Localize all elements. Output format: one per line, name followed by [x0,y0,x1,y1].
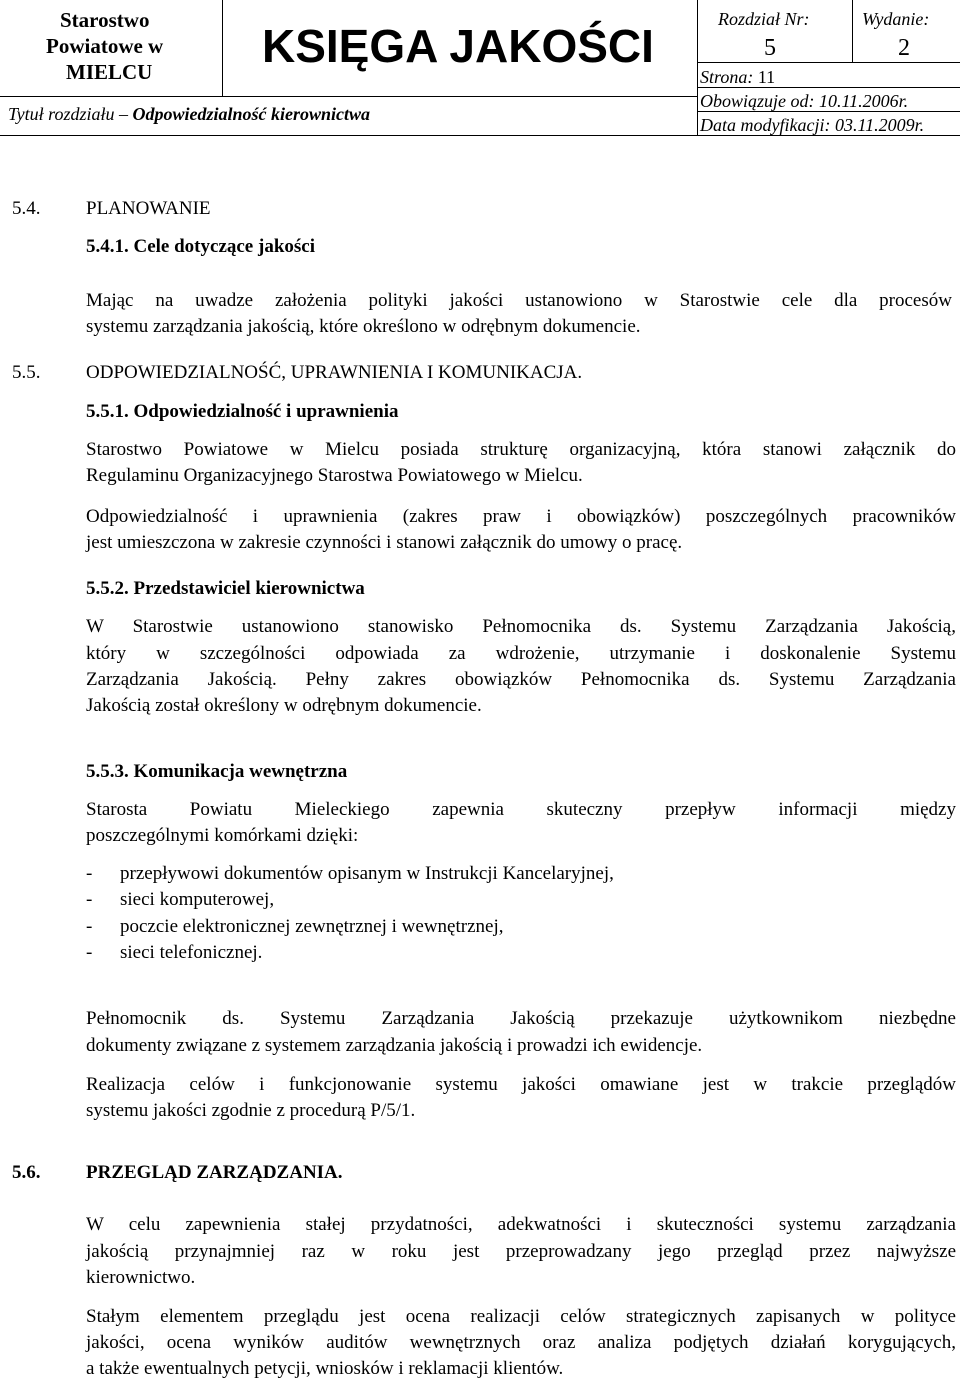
edition-label: Wydanie: [862,9,930,29]
paragraph-line: Pełnomocnik ds. Systemu Zarządzania Jakością przekazuje użytkownikom niezbędne [86,1008,956,1029]
section-title: PRZEGLĄD ZARZĄDZANIA. [86,1162,343,1183]
paragraph-line: jest umieszczona w zakresie czynności i stanowi załącznik do umowy o pracę. [86,532,683,553]
office-name-line2: Powiatowe w [46,34,164,58]
modified-date-row [700,114,924,136]
paragraph-line: Mając na uwadze założenia polityki jakości ustanowiono w Starostwie cele dla procesów [86,290,952,311]
bullet: - [86,889,93,910]
header-divider [222,0,223,96]
modified-label: Data modyfikacji: [700,115,831,135]
effective-label: Obowiązuje od: [700,91,815,111]
section-5-4-1-heading: 5.4.1. Cele dotyczące jakości [86,236,315,257]
paragraph-line: jakością przynajmniej raz w roku jest przeprowadzany jego przegląd przez najwyższe [86,1241,956,1262]
bullet: - [86,942,93,963]
section-title: PLANOWANIE [86,198,211,219]
paragraph-line: Jakością został określony w odrębnym dokumencie. [86,695,482,716]
section-5-6-heading [12,1160,343,1186]
section-number: 5.5. [12,362,41,383]
paragraph-line: systemu jakości zgodnie z procedurą P/5/1. [86,1100,416,1121]
list-item-text: sieci telefonicznej. [120,942,263,963]
chapter-title-label: Tytuł rozdziału – [8,104,133,124]
section-number: 5.6. [12,1162,41,1183]
chapter-title-row [8,103,370,125]
page-label: Strona: [700,67,754,87]
header-divider [0,96,697,97]
office-name-line1: Starostwo [60,8,150,32]
paragraph-line: Odpowiedzialność i uprawnienia (zakres praw i obowiązków) poszczególnych pracowników [86,506,956,527]
paragraph-line: Starostwo Powiatowe w Mielcu posiada strukturę organizacyjną, która stanowi załącznik do [86,439,956,460]
list-item-text: sieci komputerowej, [120,889,275,910]
effective-date-row [700,90,908,112]
page-number: 11 [757,67,776,87]
section-title: ODPOWIEDZIALNOŚĆ, UPRAWNIENIA I KOMUNIKACJA. [86,362,583,383]
paragraph-line: kierownictwo. [86,1267,196,1288]
paragraph-line: Zarządzania Jakością. Pełny zakres obowiązków Pełnomocnika ds. Systemu Zarządzania [86,669,956,690]
book-title: KSIĘGA JAKOŚCI [262,20,654,72]
paragraph-line: W celu zapewnienia stałej przydatności, adekwatności i skuteczności systemu zarządzania [86,1214,956,1235]
section-number: 5.4. [12,198,41,219]
chapter-number-label: Rozdział Nr: [718,9,810,29]
paragraph-line: dokumenty związane z systemem zarządzania jakością i prowadzi ich ewidencje. [86,1035,703,1056]
paragraph-line: Starosta Powiatu Mieleckiego zapewnia skuteczny przepływ informacji między [86,799,956,820]
bullet: - [86,863,93,884]
header-divider [697,62,960,63]
paragraph-line: W Starostwie ustanowiono stanowisko Pełnomocnika ds. Systemu Zarządzania Jakością, [86,616,956,637]
list-item-text: przepływowi dokumentów opisanym w Instrukcji Kancelaryjnej, [120,863,614,884]
paragraph-line: Stałym elementem przeglądu jest ocena realizacji celów strategicznych zapisanych w polityce [86,1306,956,1327]
list-item-text: poczcie elektronicznej zewnętrznej i wewnętrznej, [120,916,504,937]
list-item [86,940,263,966]
paragraph-line: jakości, ocena wyników auditów wewnętrznych oraz analiza podjętych działań korygujących, [86,1332,956,1353]
section-5-5-2-heading: 5.5.2. Przedstawiciel kierownictwa [86,578,365,599]
page-info [700,66,775,88]
section-5-5-1-heading: 5.5.1. Odpowiedzialność i uprawnienia [86,401,399,422]
header-divider [697,0,698,136]
header-divider [852,0,853,62]
section-5-5-3-heading: 5.5.3. Komunikacja wewnętrzna [86,761,348,782]
paragraph-line: Realizacja celów i funkcjonowanie systemu jakości omawiane jest w trakcie przeglądów [86,1074,956,1095]
paragraph-line: systemu zarządzania jakością, które określono w odrębnym dokumencie. [86,316,641,337]
section-5-4-heading [12,196,211,222]
paragraph-line: który w szczególności odpowiada za wdrożenie, utrzymanie i doskonalenie Systemu [86,643,956,664]
list-item [86,861,614,887]
list-item [86,914,504,940]
modified-date: 03.11.2009r. [834,115,925,135]
chapter-number: 5 [764,35,776,61]
edition-number: 2 [898,35,910,61]
paragraph-line: a także ewentualnych petycji, wniosków i reklamacji klientów. [86,1358,564,1379]
office-name-line3: MIELCU [66,60,153,84]
chapter-title: Odpowiedzialność kierownictwa [132,104,371,124]
document-header [0,0,960,136]
paragraph-line: Regulaminu Organizacyjnego Starostwa Powiatowego w Mielcu. [86,465,583,486]
list-item [86,887,275,913]
bullet: - [86,916,93,937]
effective-date: 10.11.2006r. [819,91,909,111]
section-5-5-heading [12,360,583,386]
paragraph-line: poszczególnymi komórkami dzięki: [86,825,359,846]
